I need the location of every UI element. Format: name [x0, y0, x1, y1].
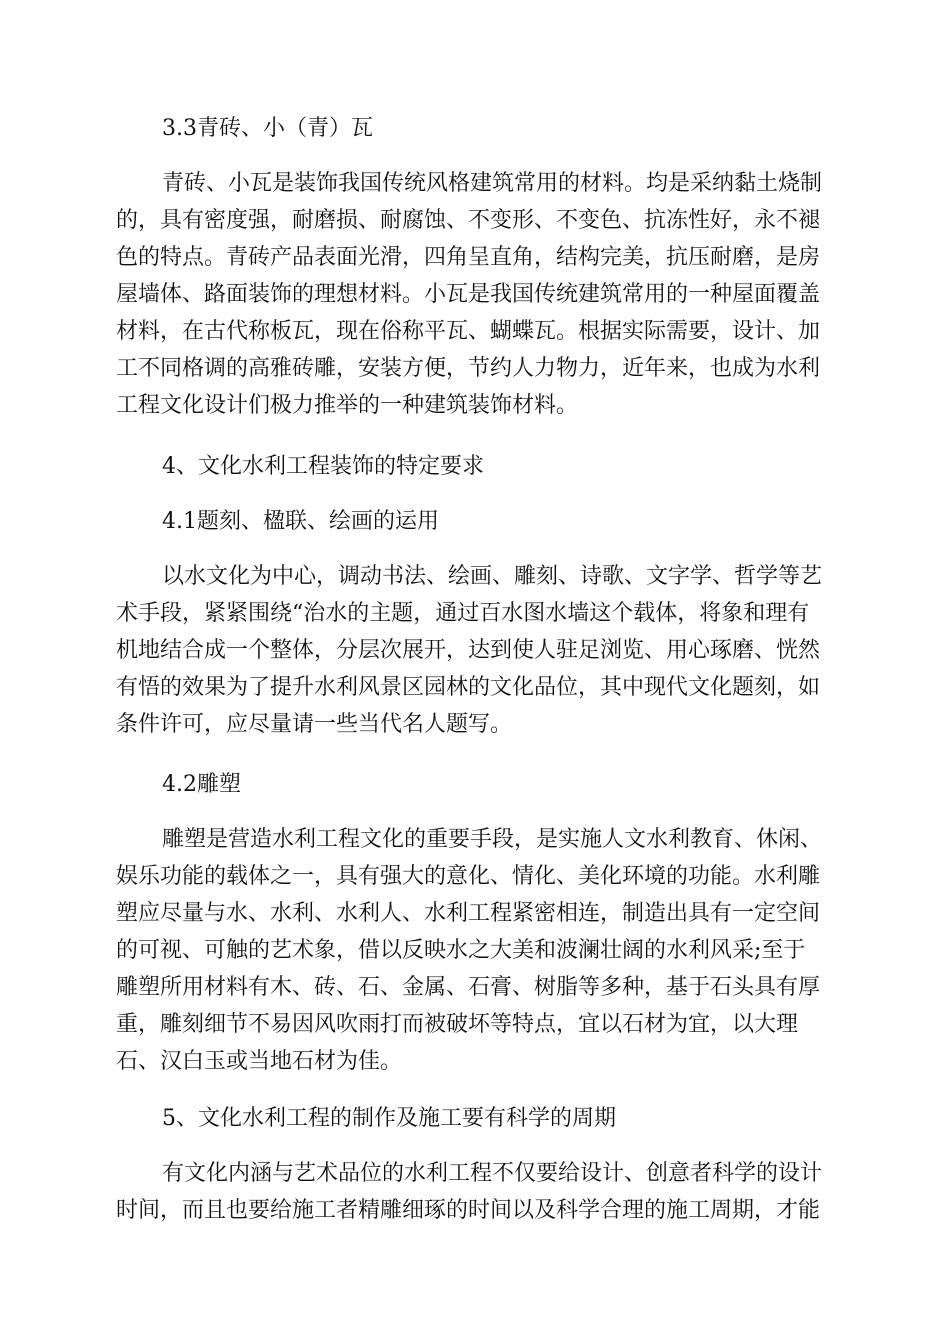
paragraph-line: 时间，而且也要给施工者精雕细琢的时间以及科学合理的施工周期，才能 — [116, 1198, 821, 1223]
paragraph-line: 机地结合成一个整体，分层次展开，达到使人驻足浏览、用心琢磨、恍然 — [116, 638, 821, 663]
paragraph-line: 雕塑所用材料有木、砖、石、金属、石膏、树脂等多种，基于石头具有厚 — [116, 975, 821, 1000]
paragraph-line: 条件许可，应尽量请一些当代名人题写。 — [116, 712, 513, 737]
paragraph-line: 重，雕刻细节不易因风吹雨打而被破坏等特点，宜以石材为宜，以大理 — [116, 1012, 799, 1037]
paragraph-line: 材料，在古代称板瓦，现在俗称平瓦、蝴蝶瓦。根据实际需要，设计、加 — [116, 319, 821, 344]
paragraph-line: 有悟的效果为了提升水利风景区园林的文化品位，其中现代文化题刻，如 — [116, 675, 821, 700]
paragraph-line: 石、汉白玉或当地石材为佳。 — [116, 1049, 403, 1074]
paragraph-line: 塑应尽量与水、水利、水利人、水利工程紧密相连，制造出具有一定空间 — [116, 901, 821, 926]
paragraph-line: 屋墙体、路面装饰的理想材料。小瓦是我国传统建筑常用的一种屋面覆盖 — [116, 282, 821, 307]
heading-4: 4、文化水利工程装饰的特定要求 — [162, 454, 484, 479]
paragraph-line: 有文化内涵与艺术品位的水利工程不仅要给设计、创意者科学的设计 — [162, 1161, 823, 1186]
paragraph-line: 雕塑是营造水利工程文化的重要手段，是实施人文水利教育、休闲、 — [162, 827, 823, 852]
heading-5: 5、文化水利工程的制作及施工要有科学的周期 — [162, 1106, 616, 1131]
paragraph-line: 的，具有密度强，耐磨损、耐腐蚀、不变形、不变色、抗冻性好，永不褪 — [116, 208, 821, 233]
paragraph-line: 以水文化为中心，调动书法、绘画、雕刻、诗歌、文字学、哲学等艺 — [162, 564, 823, 589]
paragraph-4-2 — [116, 821, 836, 1080]
paragraph-line: 青砖、小瓦是装饰我国传统风格建筑常用的材料。均是采纳黏土烧制 — [162, 171, 823, 196]
paragraph-3-3 — [116, 165, 836, 424]
paragraph-line: 的可视、可触的艺术象，借以反映水之大美和波澜壮阔的水利风采;至于 — [116, 938, 806, 963]
paragraph-line: 娱乐功能的载体之一，具有强大的意化、情化、美化环境的功能。水利雕 — [116, 864, 821, 889]
paragraph-line: 工程文化设计们极力推举的一种建筑装饰材料。 — [116, 393, 579, 418]
paragraph-5 — [116, 1155, 836, 1229]
heading-4-2: 4.2雕塑 — [162, 772, 241, 797]
paragraph-line: 术手段，紧紧围绕“治水的主题，通过百水图水墙这个载体，将象和理有 — [116, 601, 810, 626]
heading-4-1: 4.1题刻、楹联、绘画的运用 — [162, 509, 439, 534]
paragraph-line: 工不同格调的高雅砖雕，安装方便，节约人力物力，近年来，也成为水利 — [116, 356, 821, 381]
paragraph-line: 色的特点。青砖产品表面光滑，四角呈直角，结构完美，抗压耐磨，是房 — [116, 245, 821, 270]
paragraph-4-1 — [116, 558, 836, 743]
heading-3-3: 3.3青砖、小（青）瓦 — [162, 116, 373, 141]
